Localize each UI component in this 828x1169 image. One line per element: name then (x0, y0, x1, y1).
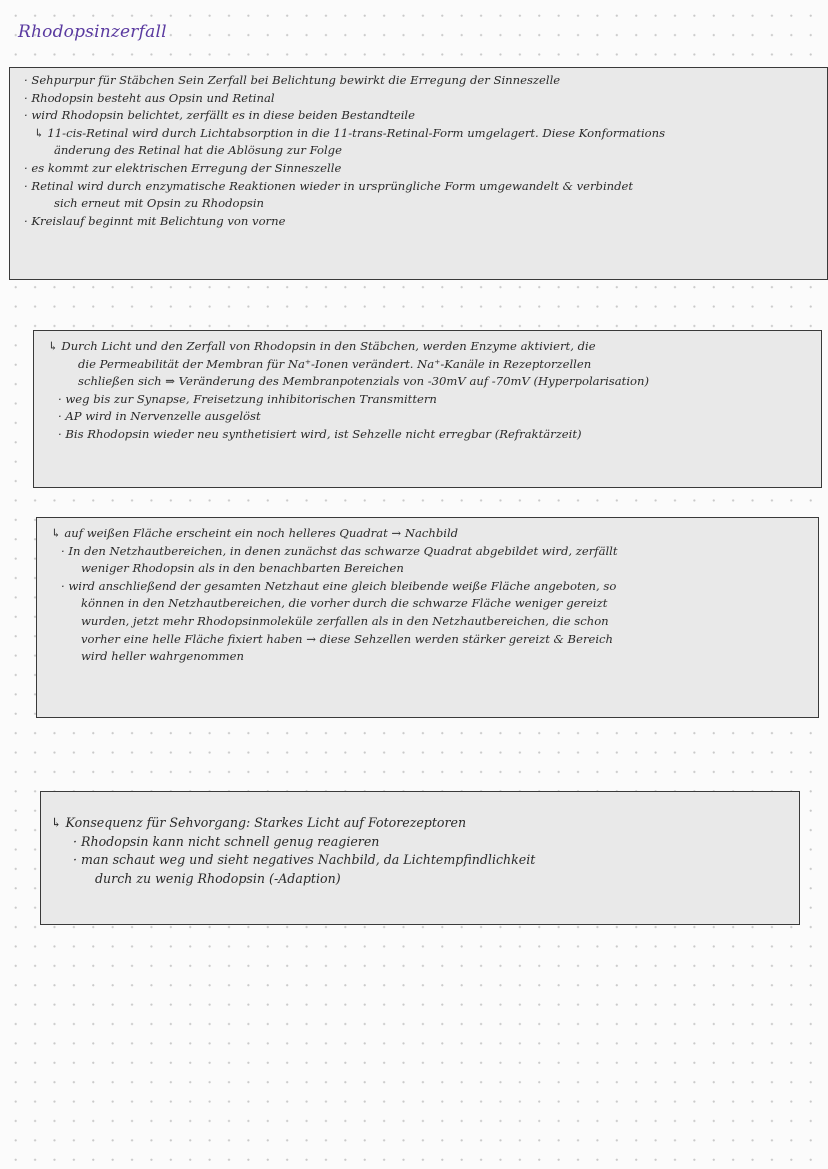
note-line: wurden, jetzt mehr Rhodopsinmoleküle zerfallen als in den Netzhautbereichen, die schon (81, 613, 609, 628)
note-line: änderung des Retinal hat die Ablösung zur Folge (54, 143, 342, 158)
note-line: weniger Rhodopsin als in den benachbarten Bereichen (81, 561, 404, 576)
note-line: · es kommt zur elektrischen Erregung der Sinneszelle (24, 160, 342, 175)
note-line: · AP wird in Nervenzelle ausgelöst (58, 409, 261, 424)
note-line: die Permeabilität der Membran für Na⁺-Ionen verändert. Na⁺-Kanäle in Rezeptorzellen (78, 356, 592, 371)
note-line: ↳ auf weißen Fläche erscheint ein noch helleres Quadrat → Nachbild (51, 526, 459, 540)
note-line: durch zu wenig Rhodopsin (-Adaption) (95, 870, 341, 886)
note-line: · Sehpurpur für Stäbchen Sein Zerfall bei Belichtung bewirkt die Erregung der Sinneszelle (24, 73, 561, 87)
note-line: · Kreislauf beginnt mit Belichtung von vorne (24, 213, 286, 228)
note-line: · Retinal wird durch enzymatische Reaktionen wieder in ursprüngliche Form umgewandelt & verbindet (24, 178, 634, 193)
note-box-afterimage (36, 517, 819, 718)
note-line: vorher eine helle Fläche fixiert haben → diese Sehzellen werden stärker gereizt & Bereich (81, 631, 614, 646)
note-box-membrane-potential (33, 330, 822, 488)
note-line: ↳ 11-cis-Retinal wird durch Lichtabsorption in die 11-trans-Retinal-Form umgelagert. Diese Konformations (34, 125, 666, 140)
note-line: · wird Rhodopsin belichtet, zerfällt es in diese beiden Bestandteile (24, 108, 416, 123)
note-line: · wird anschließend der gesamten Netzhaut eine gleich bleibende weiße Fläche angeboten, so (61, 578, 617, 593)
note-line: · Bis Rhodopsin wieder neu synthetisiert wird, ist Sehzelle nicht erregbar (Refraktärzeit) (58, 426, 582, 441)
note-line: · man schaut weg und sieht negatives Nachbild, da Lichtempfindlichkeit (73, 852, 536, 867)
note-line: · weg bis zur Synapse, Freisetzung inhibitorischen Transmittern (58, 391, 437, 406)
note-line: sich erneut mit Opsin zu Rhodopsin (54, 196, 265, 211)
note-line: · Rhodopsin kann nicht schnell genug reagieren (73, 833, 380, 849)
note-line: schließen sich ⇒ Veränderung des Membranpotenzials von -30mV auf -70mV (Hyperpolarisation) (78, 374, 650, 389)
note-line: können in den Netzhautbereichen, die vorher durch die schwarze Fläche weniger gereizt (81, 596, 608, 611)
note-line: ↳ Konsequenz für Sehvorgang: Starkes Licht auf Fotorezeptoren (51, 815, 467, 830)
note-line: · In den Netzhautbereichen, in denen zunächst das schwarze Quadrat abgebildet wird, zerfällt (61, 543, 618, 558)
note-box-rhodopsin-decay (9, 67, 828, 280)
note-line: wird heller wahrgenommen (81, 649, 245, 664)
note-line: ↳ Durch Licht und den Zerfall von Rhodopsin in den Stäbchen, werden Enzyme aktiviert, die (48, 339, 596, 353)
note-line: · Rhodopsin besteht aus Opsin und Retinal (24, 90, 275, 105)
note-box-consequence (40, 791, 800, 925)
page-title: Rhodopsinzerfall (18, 22, 167, 42)
